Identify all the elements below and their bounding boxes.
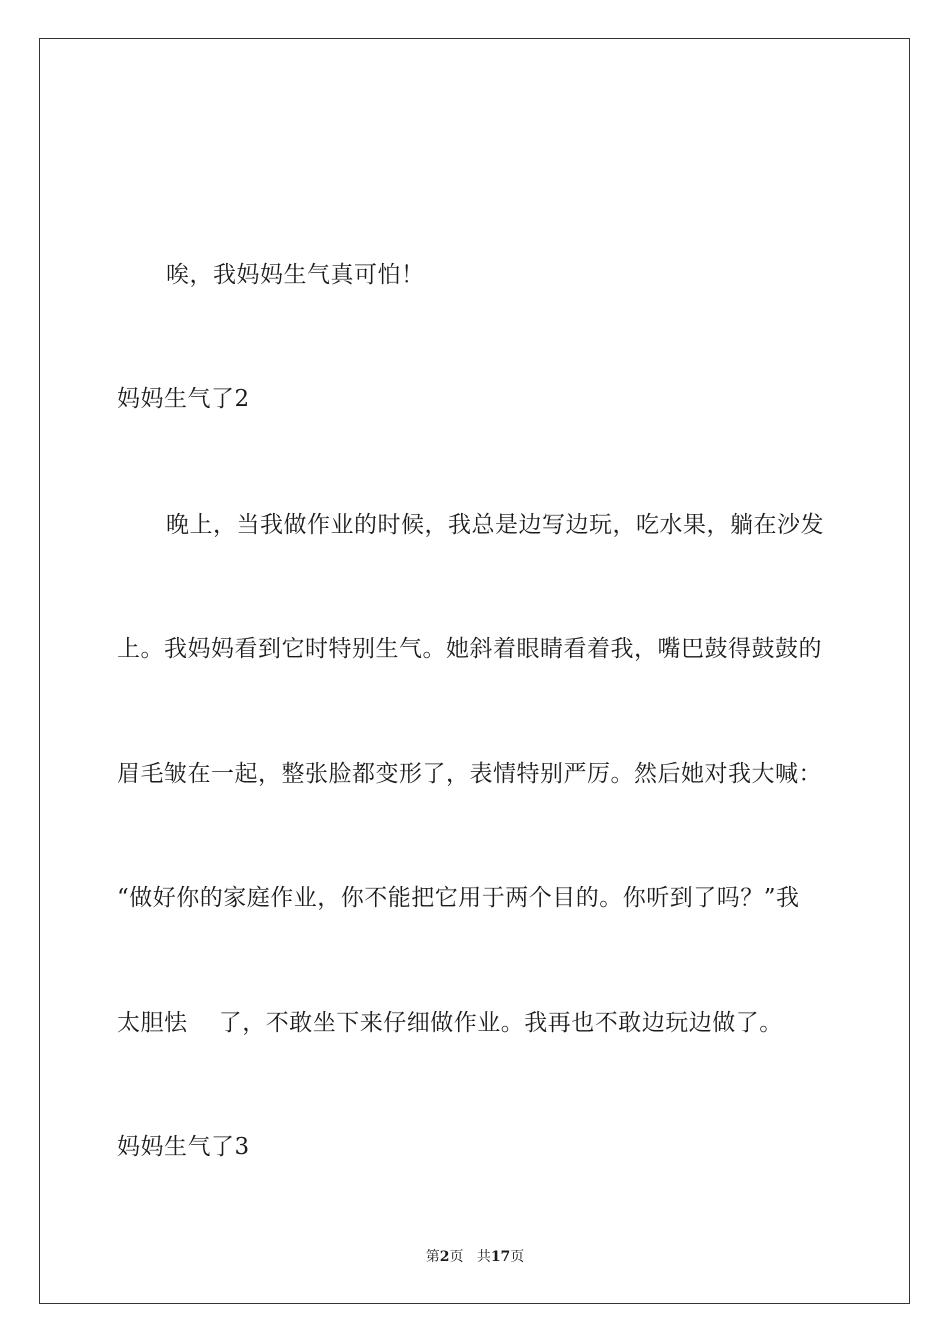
paragraph-line-6: 太胆怯 了，不敢坐下来仔细做作业。我再也不敢边玩边做了。 — [117, 1010, 783, 1036]
footer-total-suffix: 页 — [510, 1249, 525, 1265]
footer-page-prefix: 第 — [425, 1249, 440, 1265]
section-heading-2: 妈妈生气了2 — [117, 386, 250, 412]
footer-page-number: 2 — [439, 1249, 450, 1265]
page-footer — [0, 1247, 950, 1267]
page-border — [39, 38, 910, 1304]
paragraph-line-5: “做好你的家庭作业，你不能把它用于两个目的。你听到了吗？”我 — [117, 885, 800, 911]
paragraph-line-4: 眉毛皱在一起，整张脸都变形了，表情特别严厉。然后她对我大喊： — [117, 761, 822, 787]
footer-total-prefix: 共 — [476, 1249, 491, 1265]
paragraph-line-1: 唉，我妈妈生气真可怕！ — [166, 262, 425, 288]
paragraph-line-2: 晚上，当我做作业的时候，我总是边写边玩，吃水果，躺在沙发 — [166, 512, 824, 538]
footer-page-suffix: 页 — [449, 1249, 464, 1265]
footer-total-pages: 17 — [490, 1249, 511, 1265]
section-heading-3: 妈妈生气了3 — [117, 1134, 250, 1160]
paragraph-line-3: 上。我妈妈看到它时特别生气。她斜着眼睛看着我，嘴巴鼓得鼓鼓的 — [117, 636, 822, 662]
